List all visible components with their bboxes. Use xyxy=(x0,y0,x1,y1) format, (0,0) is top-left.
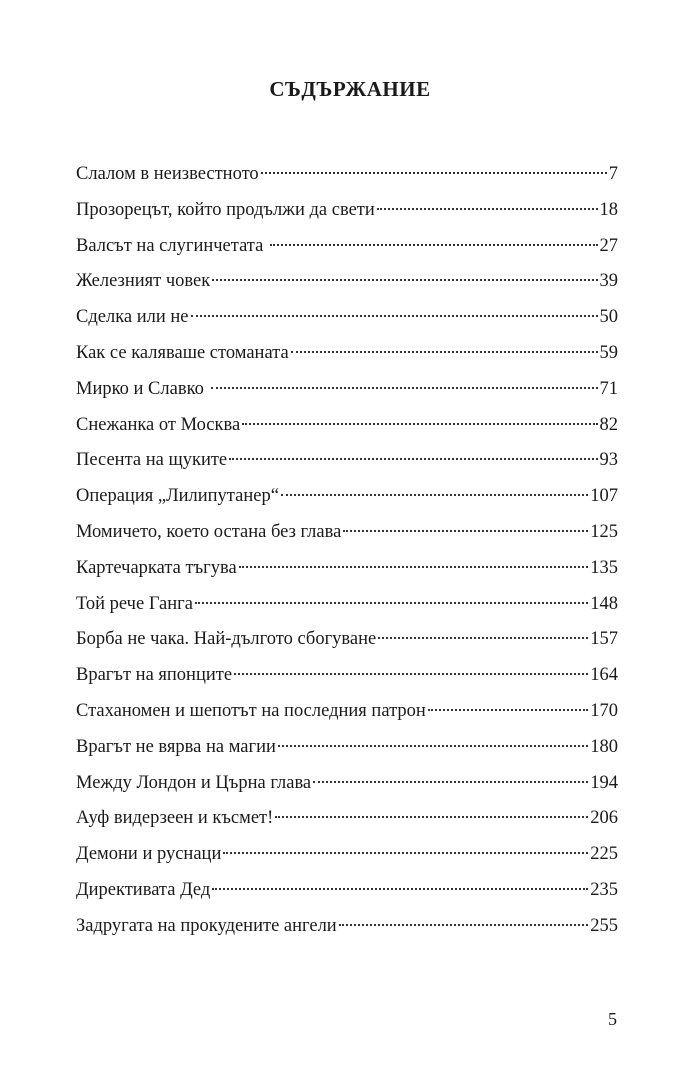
dot-leader xyxy=(377,208,598,210)
toc-entry xyxy=(76,375,618,411)
toc-entry-page: 7 xyxy=(608,164,618,184)
toc-entry-page: 50 xyxy=(599,307,618,328)
toc-entry-page: 125 xyxy=(590,521,618,542)
toc-entry-title: Момичето, което остана без глава xyxy=(76,521,342,542)
toc-entry-title: Снежанка от Москва xyxy=(76,414,241,435)
toc-entry-title: Картечарката тъгува xyxy=(76,557,237,578)
toc-entry xyxy=(76,303,618,339)
dot-leader xyxy=(278,745,588,747)
dot-leader xyxy=(229,458,597,460)
toc-entry-title: Задругата на прокудените ангели xyxy=(76,915,337,936)
toc-entry xyxy=(76,267,618,303)
toc-entry-title: Между Лондон и Църна глава xyxy=(76,772,312,793)
dot-leader xyxy=(212,888,588,890)
dot-leader xyxy=(191,315,598,317)
toc-entry-page: 71 xyxy=(599,378,618,399)
toc-entry xyxy=(76,196,618,232)
toc-entry xyxy=(76,876,618,912)
toc-entry-page: 164 xyxy=(590,665,618,686)
toc-entry-page: 135 xyxy=(590,557,618,578)
toc-entry-title: Борба не чака. Най-дългото сбогуване xyxy=(76,629,377,650)
dot-leader xyxy=(223,852,588,854)
toc-entry xyxy=(76,554,618,590)
toc-entry-page: 157 xyxy=(590,629,618,650)
toc-entry xyxy=(76,590,618,626)
dot-leader xyxy=(261,172,607,174)
toc-entry xyxy=(76,912,618,948)
dot-leader xyxy=(291,351,598,353)
toc-entry-page: 82 xyxy=(599,414,618,435)
dot-leader xyxy=(428,709,588,711)
toc-entry-title: Стаханомен и шепотът на последния патрон xyxy=(76,700,426,721)
toc-entry-title: Врагът на японците xyxy=(76,665,233,686)
dot-leader xyxy=(195,602,588,604)
toc-entry xyxy=(76,769,618,805)
dot-leader xyxy=(270,244,598,246)
toc-entry-page: 206 xyxy=(590,808,618,829)
toc-entry-page: 27 xyxy=(599,235,618,256)
toc-entry-page: 170 xyxy=(590,700,618,721)
toc-entry-page: 255 xyxy=(590,915,618,936)
toc-entry xyxy=(76,411,618,447)
toc-entry xyxy=(76,482,618,518)
toc-entry-title: Валсът на слугинчетата xyxy=(76,235,268,256)
dot-leader xyxy=(313,781,588,783)
toc-entry-title: Демони и руснаци xyxy=(76,844,222,865)
toc-entry-title: Ауф видерзеен и късмет! xyxy=(76,808,274,829)
toc-entry-page: 148 xyxy=(590,593,618,614)
toc-entry-title: Железният човек xyxy=(76,271,211,292)
dot-leader xyxy=(275,816,588,818)
dot-leader xyxy=(378,637,588,639)
toc-entry-title: Песента на щуките xyxy=(76,450,228,471)
dot-leader xyxy=(281,494,588,496)
table-of-contents xyxy=(76,160,618,948)
dot-leader xyxy=(242,423,597,425)
toc-entry xyxy=(76,697,618,733)
dot-leader xyxy=(212,279,597,281)
toc-entry xyxy=(76,661,618,697)
toc-entry xyxy=(76,733,618,769)
toc-entry-title: Слалом в неизвестното xyxy=(76,164,259,184)
toc-entry xyxy=(76,840,618,876)
toc-entry-title: Прозорецът, който продължи да свети xyxy=(76,199,375,220)
page-title: СЪДЪРЖАНИЕ xyxy=(269,77,431,101)
toc-entry xyxy=(76,232,618,268)
toc-entry xyxy=(76,804,618,840)
toc-entry xyxy=(76,446,618,482)
toc-entry-page: 225 xyxy=(590,844,618,865)
toc-entry-page: 235 xyxy=(590,879,618,900)
dot-leader xyxy=(234,673,588,675)
toc-entry xyxy=(76,625,618,661)
toc-entry xyxy=(76,339,618,375)
toc-entry-page: 18 xyxy=(599,199,618,220)
toc-entry-page: 93 xyxy=(599,450,618,471)
page-number: 5 xyxy=(608,1009,617,1029)
toc-entry-title: Операция „Лилипутанер“ xyxy=(76,486,279,507)
dot-leader xyxy=(343,530,588,532)
toc-entry-title: Врагът не вярва на магии xyxy=(76,736,276,757)
toc-entry-page: 39 xyxy=(599,271,618,292)
toc-entry-page: 194 xyxy=(590,772,618,793)
toc-entry-title: Сделка или не xyxy=(76,307,189,328)
dot-leader xyxy=(239,566,589,568)
toc-entry-title: Мирко и Славко xyxy=(76,378,209,399)
toc-entry-page: 107 xyxy=(590,486,618,507)
toc-entry-title: Директивата Дед xyxy=(76,879,211,900)
dot-leader xyxy=(339,924,589,926)
toc-entry xyxy=(76,160,618,196)
toc-entry-title: Той рече Ганга xyxy=(76,593,193,614)
toc-entry-page: 180 xyxy=(590,736,618,757)
dot-leader xyxy=(211,387,598,389)
toc-entry-page: 59 xyxy=(599,342,618,363)
toc-entry-title: Как се каляваше стоманата xyxy=(76,342,289,363)
toc-entry xyxy=(76,518,618,554)
